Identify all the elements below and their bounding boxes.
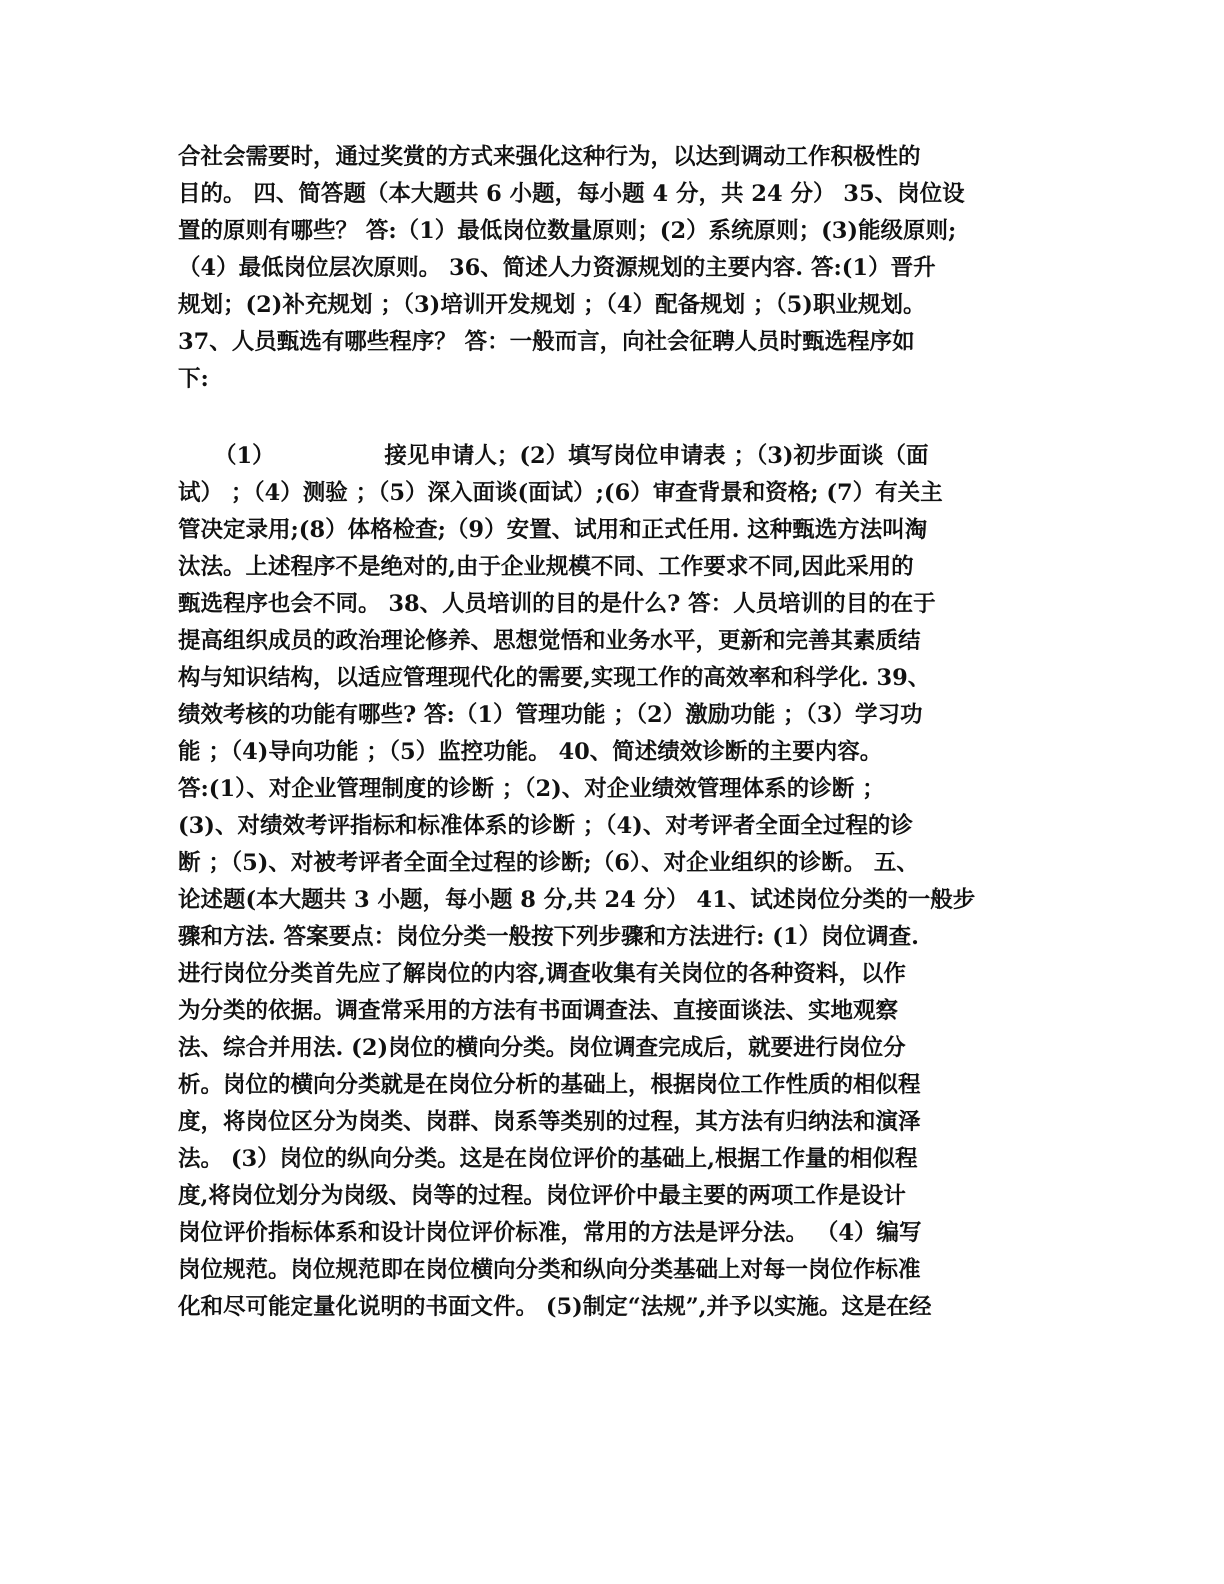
text-line: 置的原则有哪些？ 答:（1）最低岗位数量原则；(2）系统原则；(3)能级原则; [178,218,957,244]
text-block-1 [178,139,1048,398]
text-line: 进行岗位分类首先应了解岗位的内容,调查收集有关岗位的各种资料，以作 [178,961,906,987]
text-line: 断 ；（5)、对被考评者全面全过程的诊断;（6）、对企业组织的诊断。 五、 [178,850,919,876]
text-line: 法、综合并用法. (2)岗位的横向分类。岗位调查完成后，就要进行岗位分 [178,1035,906,1061]
text-line: 绩效考核的功能有哪些? 答:（1）管理功能 ；（2）激励功能 ；（3）学习功 [178,702,923,728]
text-line: （1） 接见申请人；(2）填写岗位申请表 ；（3)初步面谈（面 [214,443,929,469]
text-line: 规划；(2)补充规划 ；（3)培训开发规划 ；（4）配备规划 ；（5)职业规划。 [178,292,926,318]
text-line: 37、人员甄选有哪些程序？ 答：一般而言，向社会征聘人员时甄选程序如 [178,329,915,355]
text-line: 度，将岗位区分为岗类、岗群、岗系等类别的过程，其方法有归纳法和演泽 [178,1109,921,1135]
text-line: 合社会需要时，通过奖赏的方式来强化这种行为，以达到调动工作积极性的 [178,144,921,170]
text-line: 岗位规范。岗位规范即在岗位横向分类和纵向分类基础上对每一岗位作标准 [178,1257,921,1283]
text-line: 目的。 四、简答题（本大题共 6 小题，每小题 4 分，共 24 分） 35、岗位设 [178,181,965,207]
text-line: 构与知识结构，以适应管理现代化的需要,实现工作的高效率和科学化. 39、 [178,665,931,691]
text-line: 甄选程序也会不同。 38、人员培训的目的是什么? 答：人员培训的目的在于 [178,591,936,617]
text-line: 能 ；（4)导向功能 ；（5）监控功能。 40、简述绩效诊断的主要内容。 [178,739,883,765]
text-block-2 [178,438,1048,1326]
text-line: 试） ；（4）测验 ；（5）深入面谈(面试）;(6）审查背景和资格; (7）有关主 [178,480,943,506]
text-line: 岗位评价指标体系和设计岗位评价标准，常用的方法是评分法。 （4）编写 [178,1220,922,1246]
text-line: 答:(1）、对企业管理制度的诊断 ；（2)、对企业绩效管理体系的诊断 ； [178,776,885,802]
text-line: 管决定录用;(8）体格检查;（9）安置、试用和正式任用. 这种甄选方法叫淘 [178,517,928,543]
text-line: (3)、对绩效考评指标和标准体系的诊断 ；（4)、对考评者全面全过程的诊 [178,813,913,839]
text-line: 法。 (3）岗位的纵向分类。这是在岗位评价的基础上,根据工作量的相似程 [178,1146,918,1172]
text-line: 度,将岗位划分为岗级、岗等的过程。岗位评价中最主要的两项工作是设计 [178,1183,906,1209]
text-line: 下: [178,366,209,392]
text-line: 化和尽可能定量化说明的书面文件。 (5)制定“法规”,并予以实施。这是在经 [178,1294,932,1320]
text-line: （4）最低岗位层次原则。 36、简述人力资源规划的主要内容. 答:(1）晋升 [178,255,936,281]
text-line: 论述题(本大题共 3 小题，每小题 8 分,共 24 分） 41、试述岗位分类的一般步 [178,887,976,913]
text-line: 为分类的依据。调查常采用的方法有书面调查法、直接面谈法、实地观察 [178,998,899,1024]
text-line: 析。岗位的横向分类就是在岗位分析的基础上，根据岗位工作性质的相似程 [178,1072,921,1098]
text-line: 提高组织成员的政治理论修养、思想觉悟和业务水平，更新和完善其素质结 [178,628,921,654]
text-line: 骤和方法. 答案要点：岗位分类一般按下列步骤和方法进行: (1）岗位调查. [178,924,919,950]
text-line: 汰法。上述程序不是绝对的,由于企业规模不同、工作要求不同,因此采用的 [178,554,914,580]
